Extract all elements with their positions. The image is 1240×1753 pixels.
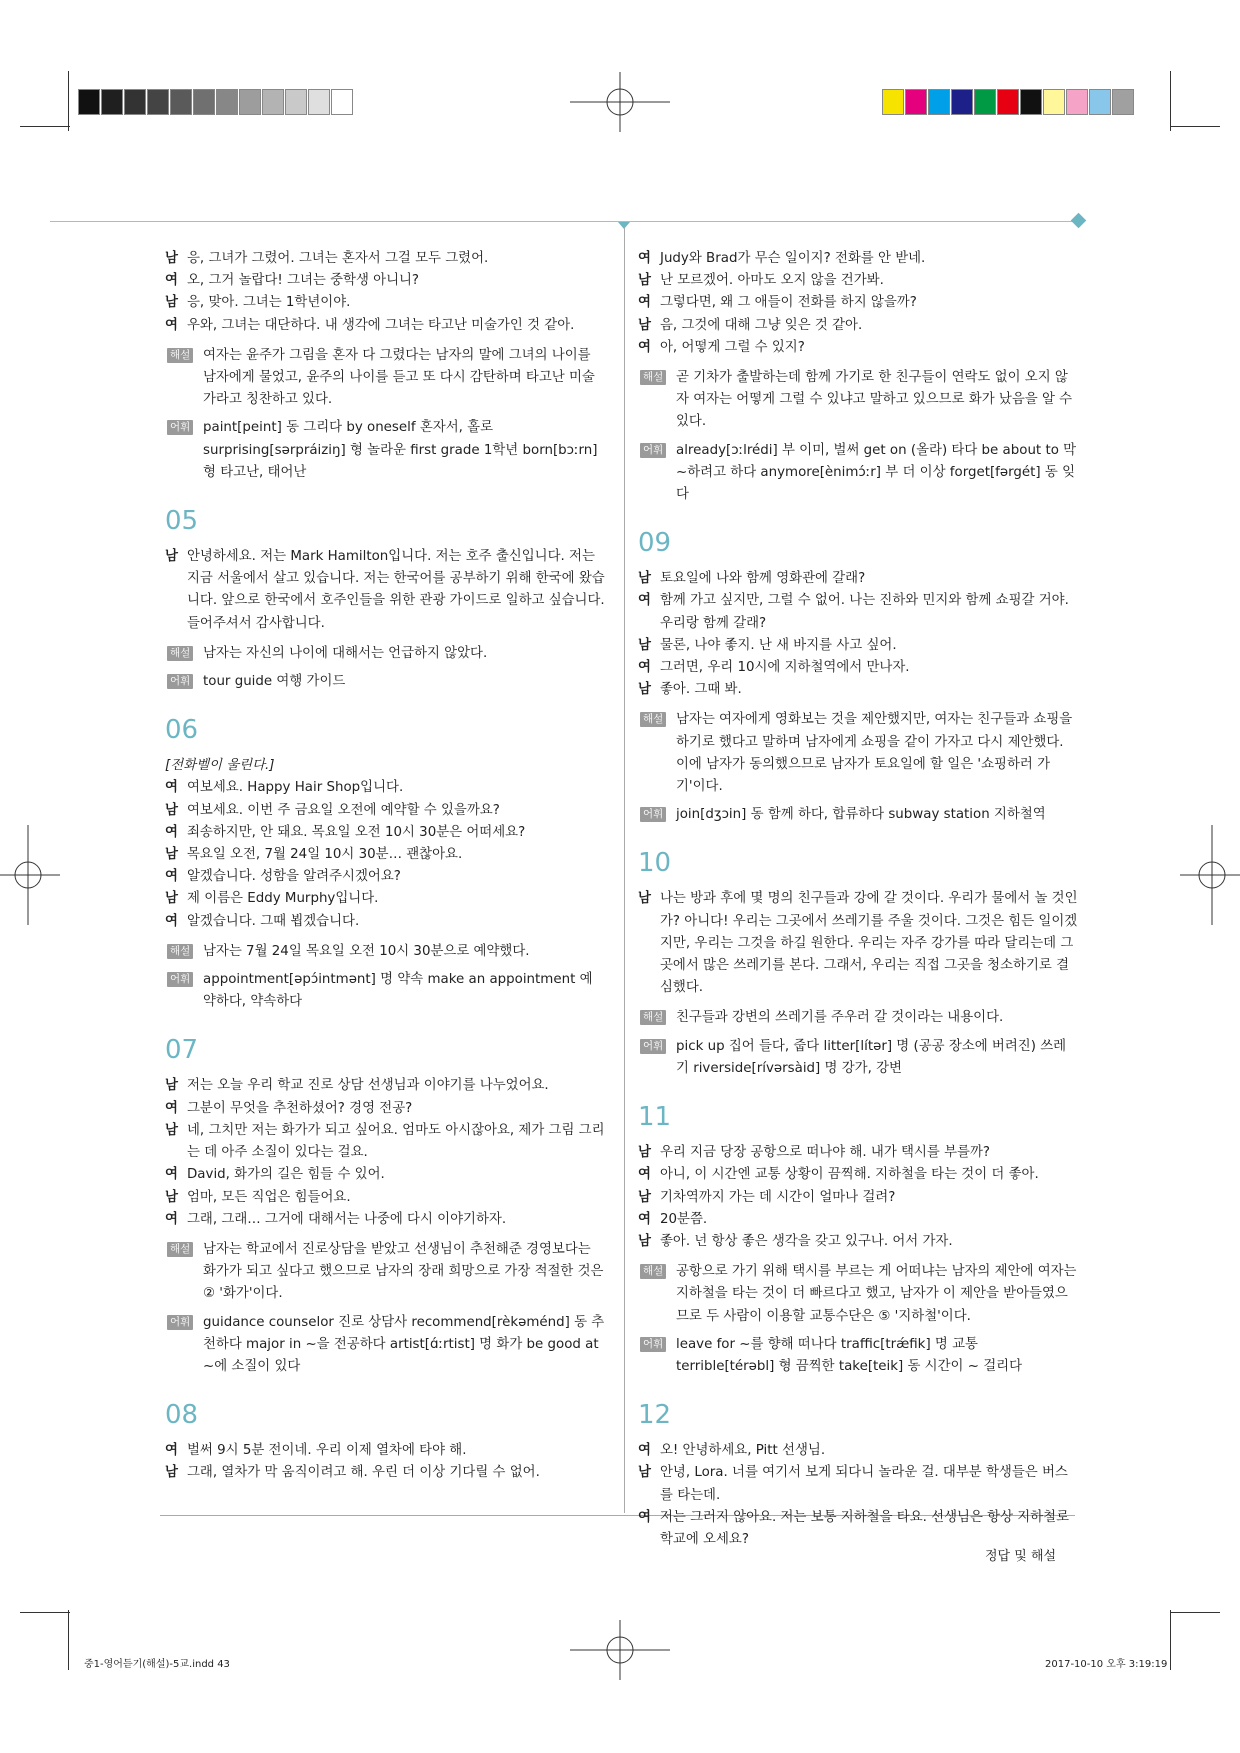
left-column [165,248,605,1485]
note-text: 남자는 7월 24일 목요일 오전 10시 30분으로 예약했다. [203,943,530,959]
dialogue-text: 좋아. 그때 봐. [660,682,742,698]
explanation-note [638,367,1078,434]
calibration-swatch [1043,89,1065,115]
speaker-label: 남 [165,1189,178,1205]
vocabulary-tag: 어휘 [167,674,193,689]
dialogue-line [165,888,605,910]
vocabulary-note [165,417,605,484]
dialogue-line [638,292,1078,314]
dialogue-text: 그렇다면, 왜 그 애들이 전화를 하지 않을까? [660,295,917,311]
vocabulary-tag: 어휘 [640,1039,666,1054]
dialogue-line [638,657,1078,679]
calibration-swatch [308,89,330,115]
speaker-label: 여 [638,1211,651,1227]
note-text: paint[peint] 동 그리다 by oneself 혼자서, 홀로 surprising[sərpráiziŋ] 형 놀라운 first grade 1학년 born[bɔːrn] 형 타고난, 태어난 [203,420,598,480]
dialogue-text: 응, 그녀가 그렸어. 그녀는 혼자서 그걸 모두 그렸어. [187,251,489,266]
note-text: leave for ~를 향해 떠나다 traffic[trǽfik] 명 교통 terrible[térəbl] 형 끔찍한 take[teik] 동 시간이 ~ 걸리다 [676,1336,1023,1374]
speaker-label: 남 [638,1233,651,1249]
dialogue-line [638,1209,1078,1231]
dialogue-text: 죄송하지만, 안 돼요. 목요일 오전 10시 30분은 어떠세요? [187,824,526,840]
vocabulary-note [638,1334,1078,1378]
speaker-label: 여 [638,339,651,355]
dialogue-text: 여보세요. 이번 주 금요일 오전에 예약할 수 있을까요? [187,802,500,818]
dialogue-text: 알겠습니다. 그때 뵙겠습니다. [187,913,360,929]
vocabulary-tag: 어휘 [167,1315,193,1330]
speaker-label: 남 [165,1122,178,1138]
dialogue-text: Judy와 Brad가 무슨 일이지? 전화를 안 받네. [660,251,926,266]
dialogue-text: 목요일 오전, 7월 24일 10시 30분… 괜찮아요. [187,847,463,863]
note-text: join[dʒɔin] 동 함께 하다, 합류하다 subway station 지하철역 [676,807,1046,823]
dialogue-text: 저는 오늘 우리 학교 진로 상담 선생님과 이야기를 나누었어요. [187,1078,549,1094]
calibration-swatch [124,89,146,115]
vocabulary-note [638,1036,1078,1080]
dialogue-line [165,1209,605,1231]
dialogue-line [165,546,605,635]
speaker-label: 남 [638,317,651,333]
speaker-label: 여 [638,660,651,676]
vocabulary-note [638,440,1078,507]
calibration-swatch [239,89,261,115]
speaker-label: 여 [638,1167,651,1183]
calibration-swatch [905,89,927,115]
dialogue-line [638,635,1078,657]
calibration-swatch [216,89,238,115]
speaker-label: 남 [165,549,178,565]
vocabulary-tag: 어휘 [167,420,193,435]
speaker-label: 남 [165,847,178,863]
explanation-tag: 해설 [167,944,193,959]
explanation-tag: 해설 [640,370,666,385]
dialogue-text: 네, 그치만 저는 화가가 되고 싶어요. 엄마도 아시잖아요, 제가 그림 그리는 데 아주 소질이 있다는 걸요. [187,1122,605,1161]
dialogue-line [165,1440,605,1462]
speaker-label: 남 [638,1465,651,1481]
dialogue-text: 좋아. 넌 항상 좋은 생각을 갖고 있구나. 어서 가자. [660,1233,953,1249]
note-text: guidance counselor 진로 상담사 recommend[rèkəménd] 동 추천하다 major in ~을 전공하다 artist[ɑ́ːrtist] 명 화가 be good at ~에 소질이 있다 [203,1314,605,1374]
right-column [638,248,1078,1551]
question-number: 06 [165,715,199,746]
registration-mark-right [1180,825,1240,925]
dialogue-text: 응, 맞아. 그녀는 1학년이야. [187,295,351,311]
dialogue-line [638,1462,1078,1506]
vocabulary-note [165,671,605,693]
note-text: 남자는 학교에서 진로상담을 받았고 선생님이 추천해준 경영보다는 화가가 되고 싶다고 했으므로 남자의 장래 희망으로 가장 적절한 것은 ② '화가'이다. [203,1241,604,1302]
dialogue-text: 그래, 그래… 그거에 대해서는 나중에 다시 이야기하자. [187,1211,507,1227]
dialogue-text: 알겠습니다. 성함을 알려주시겠어요? [187,869,401,885]
dialogue-text: 그래, 열차가 막 움직이려고 해. 우린 더 이상 기다릴 수 없어. [187,1465,540,1481]
speaker-label: 여 [165,1100,178,1116]
question-number: 07 [165,1035,199,1066]
note-text: appointment[əpɔ́intmənt] 명 약속 make an appointment 예약하다, 약속하다 [203,972,593,1010]
dialogue-text: 저는 그러지 않아요. 저는 보통 지하철을 타요. 선생님은 항상 지하철로 학교에 오세요? [660,1509,1070,1547]
calibration-swatch [101,89,123,115]
note-text: tour guide 여행 가이드 [203,674,346,690]
dialogue-text: 우리 지금 당장 공항으로 떠나야 해. 내가 택시를 부를까? [660,1145,990,1161]
dialogue-text: 엄마, 모든 직업은 힘들어요. [187,1189,351,1205]
registration-mark-bottom [570,1620,670,1680]
stage-direction: [전화벨이 울린다.] [165,758,275,774]
dialogue-line [638,1142,1078,1164]
speaker-label: 남 [638,682,651,698]
speaker-label: 여 [638,251,651,266]
vocabulary-tag: 어휘 [640,807,666,822]
dialogue-text: David, 화가의 길은 힘들 수 있어. [187,1167,385,1183]
dialogue-line [165,1075,605,1097]
explanation-tag: 해설 [640,1264,666,1279]
dialogue-line [165,1164,605,1186]
registration-mark-top [570,72,670,132]
dialogue-text: 나는 방과 후에 몇 명의 친구들과 강에 갈 것이다. 우리가 물에서 놀 것인가? 아니다! 우리는 그곳에서 쓰레기를 주울 것이다. 그것은 힘든 일이겠지만, 우리는 그것을 하길 원한다. 우리는 자주 강가를 따라 달리는데 그곳에서 많은 쓰레기를 본다. 그래서, 우리는 직접 그곳을 청소하기로 결심했다. [660,891,1078,996]
speaker-label: 남 [165,251,178,266]
dialogue-text: 안녕하세요. 저는 Mark Hamilton입니다. 저는 호주 출신입니다. 저는 지금 서울에서 살고 있습니다. 저는 한국어를 공부하기 위해 한국에 왔습니다. 앞으로 한국에서 호주인들을 위한 관광 가이드로 일하고 싶습니다. 들어주셔서 감사합니다. [187,549,605,631]
calibration-swatch [1020,89,1042,115]
dialogue-text: 오! 안녕하세요, Pitt 선생님. [660,1443,826,1459]
dialogue-text: 제 이름은 Eddy Murphy입니다. [187,891,379,907]
speaker-label: 남 [638,637,651,653]
dialogue-line [638,315,1078,337]
calibration-swatch [170,89,192,115]
header-rule [50,221,1080,222]
dialogue-line [638,590,1078,634]
explanation-tag: 해설 [640,712,666,727]
note-text: 공항으로 가기 위해 택시를 부르는 게 어떠냐는 남자의 제안에 여자는 지하철을 타는 것이 더 빠르다고 했고, 남자가 이 제안을 받아들였으므로 두 사람이 이용할 교통수단은 ⑤ '지하철'이다. [676,1264,1077,1324]
dialogue-text: 20분쯤. [660,1211,708,1227]
speaker-label: 남 [165,802,178,818]
speaker-label: 남 [638,891,651,907]
speaker-label: 여 [165,780,178,796]
note-text: 남자는 자신의 나이에 대해서는 언급하지 않았다. [203,645,488,661]
calibration-swatch [262,89,284,115]
dialogue-text: 음, 그것에 대해 그냥 잊은 것 같아. [660,317,863,333]
dialogue-text: 아, 어떻게 그럴 수 있지? [660,339,805,355]
explanation-note [165,345,605,412]
speaker-label: 여 [638,1443,651,1459]
calibration-swatch [78,89,100,115]
speaker-label: 남 [165,1078,178,1094]
calibration-swatch [193,89,215,115]
dialogue-line [638,1231,1078,1253]
vocabulary-note [165,969,605,1013]
calibration-swatch [928,89,950,115]
dialogue-line [165,800,605,822]
note-text: 남자는 여자에게 영화보는 것을 제안했지만, 여자는 친구들과 쇼핑을 하기로 했다고 말하며 남자에게 쇼핑을 같이 가자고 다시 제안했다. 이에 남자가 동의했으므로 남자가 토요일에 할 일은 '쇼핑하러 가기'이다. [676,712,1073,795]
page-label: 정답 및 해설 [985,1549,1057,1564]
question-number: 12 [638,1400,672,1431]
dialogue-line [638,888,1078,999]
explanation-note [638,1007,1078,1029]
dialogue-text: 우와, 그녀는 대단하다. 내 생각에 그녀는 타고난 미술가인 것 같아. [187,317,575,333]
question-number: 09 [638,528,672,559]
dialogue-line [638,679,1078,701]
file-info: 중1-영어듣기(해설)-5교.indd 43 [84,1659,230,1670]
speaker-label: 여 [165,869,178,885]
dialogue-line [638,337,1078,359]
registration-mark-left [0,825,60,925]
explanation-note [638,1261,1078,1328]
dialogue-line [165,292,605,314]
calibration-swatch [1112,89,1134,115]
speaker-label: 남 [165,1465,178,1481]
timestamp: 2017-10-10 오후 3:19:19 [1045,1659,1168,1670]
dialogue-line [165,822,605,844]
note-text: 여자는 윤주가 그림을 혼자 다 그렸다는 남자의 말에 그녀의 나이를 남자에게 물었고, 윤주의 나이를 듣고 또 다시 감탄하며 타고난 미술가라고 칭찬하고 있다. [203,347,595,408]
explanation-tag: 해설 [167,1242,193,1257]
calibration-swatch [882,89,904,115]
dialogue-line [165,866,605,888]
vocabulary-note [638,804,1078,826]
dialogue-text: 난 모르겠어. 아마도 오지 않을 건가봐. [660,273,884,289]
dialogue-line [165,315,605,337]
speaker-label: 남 [165,295,178,311]
calibration-swatch [285,89,307,115]
vocabulary-note [165,1312,605,1379]
dialogue-line [638,248,1078,270]
dialogue-line [165,270,605,292]
calibration-swatch [997,89,1019,115]
calibration-swatch [331,89,353,115]
vocabulary-tag: 어휘 [640,443,666,458]
dialogue-line [638,270,1078,292]
explanation-note [638,709,1078,798]
dialogue-text: 벌써 9시 5분 전이네. 우리 이제 열차에 타야 해. [187,1443,467,1459]
dialogue-line [638,1187,1078,1209]
dialogue-line [638,568,1078,590]
speaker-label: 여 [165,273,178,289]
dialogue-text: 여보세요. Happy Hair Shop입니다. [187,780,404,796]
speaker-label: 여 [165,913,178,929]
speaker-label: 남 [638,571,651,587]
calibration-swatch [951,89,973,115]
speaker-label: 남 [638,273,651,289]
explanation-note [165,1239,605,1306]
speaker-label: 여 [165,1211,178,1227]
calibration-swatch [147,89,169,115]
calibration-swatch [974,89,996,115]
dialogue-line [638,1164,1078,1186]
note-text: already[ɔːlrédi] 부 이미, 벌써 get on (올라) 타다 be about to 막 ~하려고 하다 anymore[ènimɔ́ːr] 부 더 이상 forget[fərgét] 동 잊다 [676,442,1077,503]
column-divider [624,228,625,1513]
speaker-label: 남 [638,1189,651,1205]
dialogue-line [165,248,605,270]
dialogue-line [165,911,605,933]
explanation-tag: 해설 [640,1010,666,1025]
speaker-label: 여 [165,317,178,333]
note-text: pick up 집어 들다, 줍다 litter[lítər] 명 (공공 장소에 버려진) 쓰레기 riverside[rívərsàid] 명 강가, 강변 [676,1038,1067,1076]
dialogue-text: 아니, 이 시간엔 교통 상황이 끔찍해. 지하철을 타는 것이 더 좋아. [660,1167,1039,1183]
dialogue-line [165,1098,605,1120]
speaker-label: 여 [165,1167,178,1183]
speaker-label: 여 [638,593,651,609]
explanation-tag: 해설 [167,646,193,661]
dialogue-line [638,1440,1078,1462]
speaker-label: 남 [638,1145,651,1161]
note-text: 곧 기차가 출발하는데 함께 가기로 한 친구들이 연락도 없이 오지 않자 여자는 어떻게 그럴 수 있냐고 말하고 있으므로 화가 났음을 알 수 있다. [676,370,1073,430]
dialogue-text: 안녕, Lora. 너를 여기서 보게 되다니 놀라운 걸. 대부분 학생들은 버스를 타는데. [660,1465,1068,1503]
question-number: 11 [638,1102,672,1133]
dialogue-text: 토요일에 나와 함께 영화관에 갈래? [660,571,866,587]
dialogue-line [165,1462,605,1484]
vocabulary-tag: 어휘 [167,972,193,987]
dialogue-text: 물론, 나야 좋지. 난 새 바지를 사고 싶어. [660,637,897,653]
calibration-swatch [1089,89,1111,115]
dialogue-line [165,1187,605,1209]
speaker-label: 여 [638,295,651,311]
dialogue-text: 그러면, 우리 10시에 지하철역에서 만나자. [660,660,910,676]
dialogue-text: 기차역까지 가는 데 시간이 얼마나 걸려? [660,1189,896,1205]
question-number: 08 [165,1400,199,1431]
speaker-label: 여 [165,1443,178,1459]
explanation-tag: 해설 [167,348,193,363]
explanation-note [165,941,605,963]
question-number: 10 [638,848,672,879]
dialogue-text: 함께 가고 싶지만, 그럴 수 없어. 나는 진하와 민지와 함께 쇼핑갈 거야. 우리랑 함께 갈래? [660,593,1069,631]
dialogue-line [165,1120,605,1164]
note-text: 친구들과 강변의 쓰레기를 주우러 갈 것이라는 내용이다. [676,1010,1004,1026]
calibration-swatch [1066,89,1088,115]
question-number: 05 [165,506,199,537]
speaker-label: 여 [165,824,178,840]
dialogue-line [165,844,605,866]
dialogue-line [165,777,605,799]
dialogue-text: 그분이 무엇을 추천하셨어? 경영 전공? [187,1100,413,1116]
header-diamond-icon [1071,213,1087,229]
explanation-note [165,643,605,665]
vocabulary-tag: 어휘 [640,1337,666,1352]
speaker-label: 여 [638,1509,651,1525]
dialogue-text: 오, 그거 놀랍다! 그녀는 중학생 아니니? [187,273,420,289]
speaker-label: 남 [165,891,178,907]
